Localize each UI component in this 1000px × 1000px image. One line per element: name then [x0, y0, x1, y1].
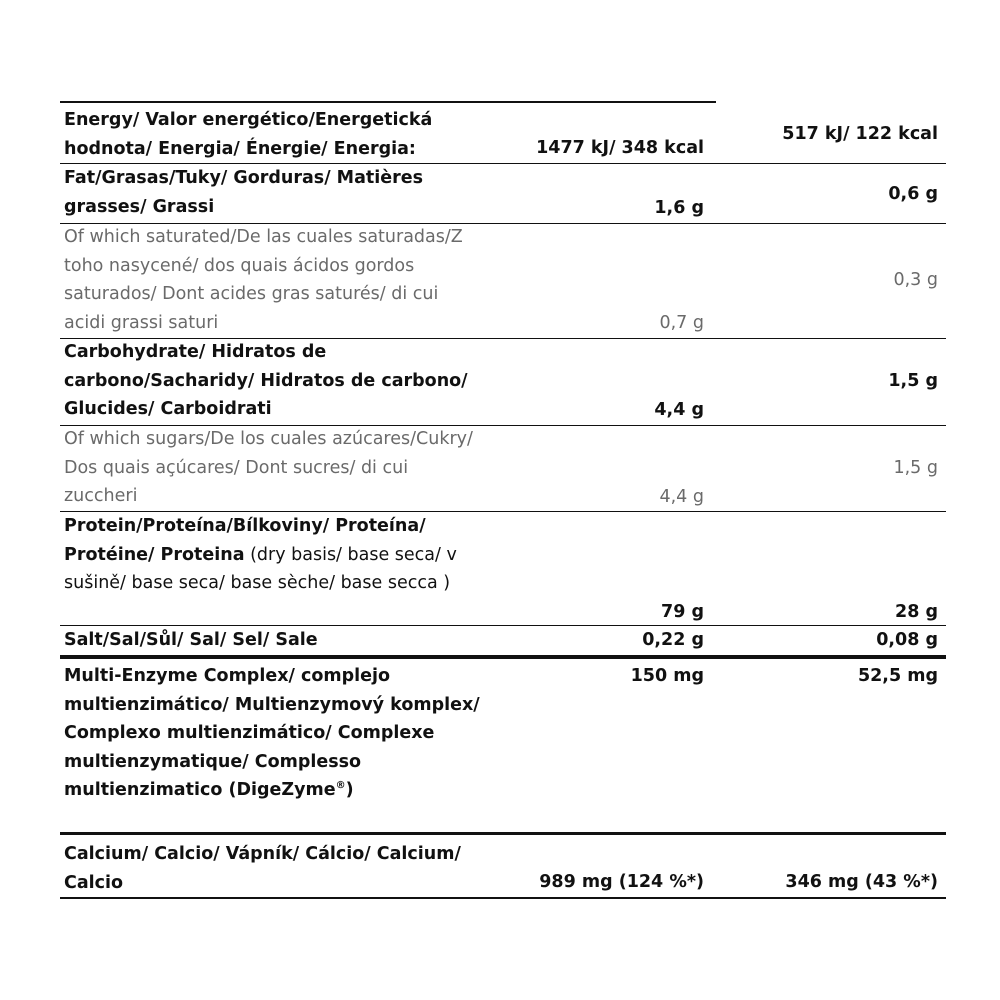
energy-label: Energy/ Valor energético/Energetická hodnota/ Energia/ Énergie/ Energia:	[64, 110, 433, 159]
protein-label	[64, 512, 484, 598]
registered-mark: ®	[335, 780, 346, 792]
sugars-label: Of which sugars/De los cuales azúcares/Cukry/ Dos quais açúcares/ Dont sucres/ di cui zuccheri	[64, 429, 473, 506]
enzyme-label-end: )	[345, 780, 354, 800]
protein-label-note: (dry basis/ base seca/ v sušině/ base seca/ base sèche/ base secca )	[64, 544, 457, 593]
protein-per-100g: 79 g	[661, 602, 704, 622]
table-row-energy	[60, 106, 946, 164]
energy-per-serving: 517 kJ/ 122 kcal	[782, 124, 938, 144]
salt-label: Salt/Sal/Sůl/ Sal/ Sel/ Sale	[64, 630, 318, 650]
fat-per-serving: 0,6 g	[888, 184, 938, 204]
energy-per-100g: 1477 kJ/ 348 kcal	[536, 138, 704, 158]
table-row-protein	[60, 512, 946, 626]
table-row-carbohydrate	[60, 338, 946, 424]
enzyme-label-text: Multi-Enzyme Complex/ complejo multienzimático/ Multienzymový komplex/ Complexo multienzimático/ Complexe multienzymatique/ Complesso multienzimatico (DigeZyme	[64, 666, 480, 800]
salt-per-100g: 0,22 g	[642, 630, 704, 650]
table-row-saturated	[60, 223, 946, 337]
table-bottom-rule	[60, 897, 946, 899]
calcium-per-100g: 989 mg (124 %*)	[539, 872, 704, 892]
table-top-rule	[60, 101, 716, 103]
carbohydrate-label: Carbohydrate/ Hidratos de carbono/Sacharidy/ Hidratos de carbono/ Glucides/ Carboidrati	[64, 342, 468, 419]
table-row-salt	[60, 626, 946, 654]
fat-label: Fat/Grasas/Tuky/ Gorduras/ Matières grasses/ Grassi	[64, 168, 424, 217]
carbohydrate-per-serving: 1,5 g	[888, 371, 938, 391]
saturated-label: Of which saturated/De las cuales saturadas/Z toho nasycené/ dos quais ácidos gordos saturados/ Dont acides gras saturés/ di cui acidi grassi saturi	[64, 227, 463, 333]
calcium-label: Calcium/ Calcio/ Vápník/ Cálcio/ Calcium/ Calcio	[64, 844, 461, 893]
enzyme-per-100g: 150 mg	[630, 666, 704, 686]
table-row-fat	[60, 164, 946, 222]
fat-per-100g: 1,6 g	[654, 198, 704, 218]
protein-per-serving: 28 g	[895, 602, 938, 622]
saturated-per-serving: 0,3 g	[893, 270, 938, 290]
enzyme-per-serving: 52,5 mg	[857, 666, 938, 686]
section-divider-thick	[60, 655, 946, 659]
carbohydrate-per-100g: 4,4 g	[654, 400, 704, 420]
table-row-calcium	[60, 840, 946, 898]
sugars-per-serving: 1,5 g	[893, 458, 938, 478]
salt-per-serving: 0,08 g	[876, 630, 938, 650]
saturated-per-100g: 0,7 g	[659, 313, 704, 333]
nutrition-table	[60, 0, 950, 1000]
protein-label-main: Protein/Proteína/Bílkoviny/ Proteína/ Protéine/ Proteina	[64, 516, 426, 565]
table-row-enzyme	[60, 662, 946, 832]
enzyme-label	[64, 662, 484, 805]
section-divider-thick	[60, 832, 946, 835]
table-row-sugars	[60, 425, 946, 511]
calcium-per-serving: 346 mg (43 %*)	[785, 872, 938, 892]
sugars-per-100g: 4,4 g	[659, 487, 704, 507]
